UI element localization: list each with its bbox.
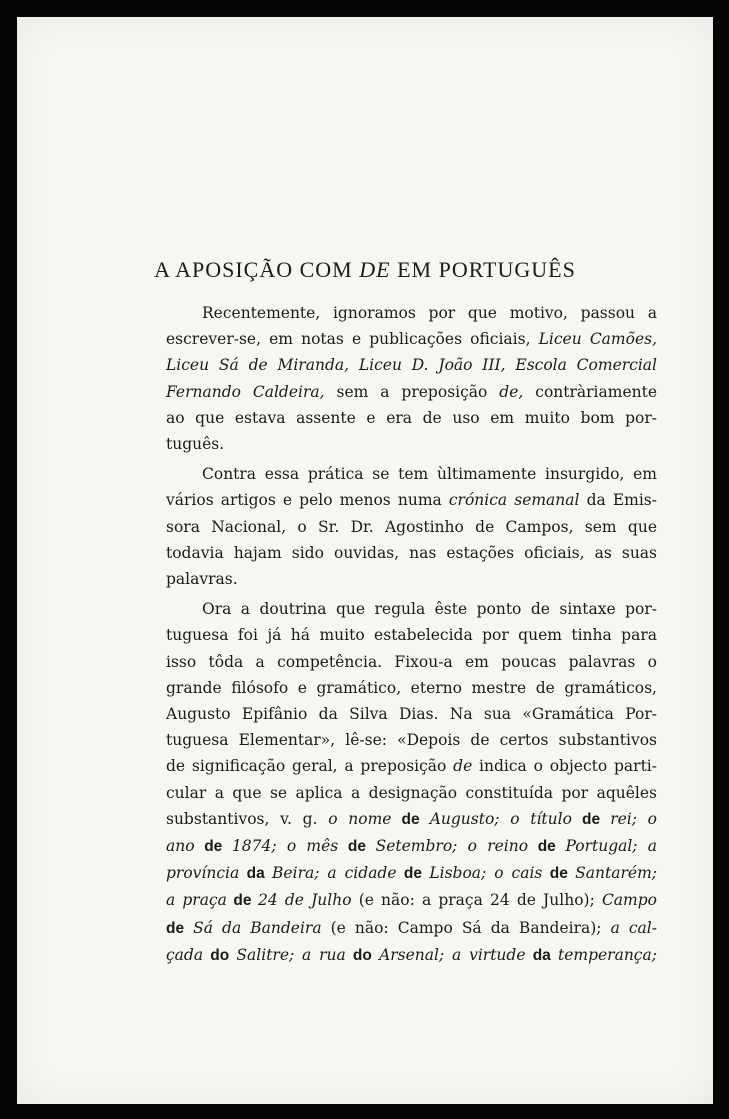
paragraph-3 xyxy=(166,596,657,969)
text-line: isso tôda a competência. Fixou-a em poucas palavras o xyxy=(166,652,657,671)
text-line: tuguesa Elementar», lê-se: «Depois de certos substantivos xyxy=(166,731,657,750)
text-line: Fernando Caldeira, sem a preposição de, contràriamente xyxy=(166,382,657,401)
text-line: de significação geral, a preposição de indica o objecto parti- xyxy=(166,757,657,776)
text-line: tuguês. xyxy=(166,435,225,454)
title-italic: DE xyxy=(359,257,391,282)
text-line: escrever-se, em notas e publicações oficiais, Liceu Camões, xyxy=(166,330,657,349)
text-line: palavras. xyxy=(166,570,238,589)
article-body xyxy=(166,300,657,969)
title-part: EM PORTUGUÊS xyxy=(390,257,576,282)
text-line: vários artigos e pelo menos numa crónica semanal da Emis- xyxy=(166,491,657,510)
text-line: Augusto Epifânio da Silva Dias. Na sua «Gramática Por- xyxy=(166,705,657,724)
paragraph-1 xyxy=(166,300,657,457)
paragraph-2 xyxy=(166,461,657,592)
text-line: cular a que se aplica a designação constituída por aquêles xyxy=(166,783,657,802)
text-line: todavia hajam sido ouvidas, nas estações oficiais, as suas xyxy=(166,543,657,562)
text-line: Ora a doutrina que regula êste ponto de sintaxe por- xyxy=(202,600,657,619)
text-line: substantivos, v. g. o nome de Augusto; o título de rei; o xyxy=(166,809,657,828)
text-line: grande filósofo e gramático, eterno mestre de gramáticos, xyxy=(166,678,657,697)
text-line: de Sá da Bandeira (e não: Campo Sá da Bandeira); a cal- xyxy=(166,918,657,937)
text-line: Recentemente, ignoramos por que motivo, passou a xyxy=(202,304,657,322)
title-part: A APOSIÇÃO COM xyxy=(154,257,360,282)
text-line: ano de 1874; o mês de Setembro; o reino de Portugal; a xyxy=(166,837,658,856)
text-line: çada do Salitre; a rua do Arsenal; a virtude da temperança; xyxy=(166,945,657,964)
page-title xyxy=(17,257,713,283)
text-line: a praça de 24 de Julho (e não: a praça 24 de Julho); Campo xyxy=(166,891,657,910)
text-line: tuguesa foi já há muito estabelecida por quem tinha para xyxy=(166,626,657,645)
text-line: Liceu Sá de Miranda, Liceu D. João III, Escola Comercial xyxy=(166,356,657,375)
text-line: província da Beira; a cidade de Lisboa; o cais de Santarém; xyxy=(166,864,657,883)
text-line: Contra essa prática se tem ùltimamente insurgido, em xyxy=(202,465,657,484)
text-line: ao que estava assente e era de uso em muito bom por- xyxy=(166,408,657,427)
text-line: sora Nacional, o Sr. Dr. Agostinho de Campos, sem que xyxy=(166,517,657,536)
document-page xyxy=(17,17,713,1104)
